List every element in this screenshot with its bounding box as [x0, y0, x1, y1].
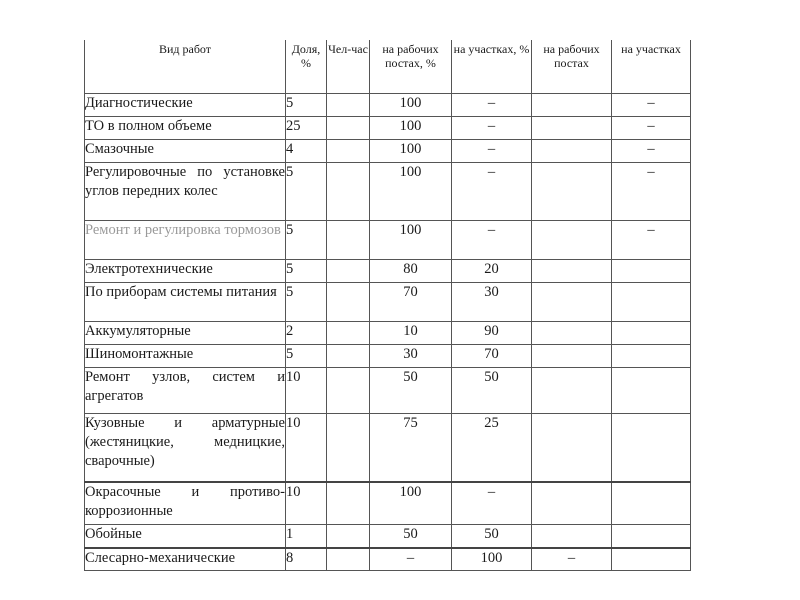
cell-work-type: Ремонт и регулировка тормозов [85, 221, 286, 260]
cell-sections-pct: – [452, 163, 532, 221]
cell-work-type: Смазочные [85, 140, 286, 163]
cell-manhours [327, 414, 370, 482]
cell-posts [532, 163, 612, 221]
cell-work-type: По приборам системы питания [85, 283, 286, 322]
cell-manhours [327, 322, 370, 345]
cell-share: 5 [286, 283, 327, 322]
cell-sections-pct: – [452, 221, 532, 260]
cell-posts-pct: 75 [370, 414, 452, 482]
cell-sections-pct: 20 [452, 260, 532, 283]
cell-sections [612, 283, 691, 322]
cell-share: 5 [286, 163, 327, 221]
cell-posts [532, 140, 612, 163]
cell-sections-pct: – [452, 482, 532, 525]
cell-posts-pct: 30 [370, 345, 452, 368]
cell-sections: – [612, 140, 691, 163]
cell-posts-pct: 100 [370, 94, 452, 117]
work-distribution-table [84, 40, 691, 571]
cell-posts [532, 221, 612, 260]
cell-share: 10 [286, 414, 327, 482]
cell-posts [532, 368, 612, 414]
cell-posts-pct: 50 [370, 368, 452, 414]
cell-posts-pct: 100 [370, 140, 452, 163]
table-row [85, 221, 691, 260]
cell-sections-pct: 50 [452, 525, 532, 548]
cell-work-type: Кузовные и арматурные (жестяницкие, медницкие, сварочные) [85, 414, 286, 482]
cell-posts [532, 117, 612, 140]
cell-sections: – [612, 117, 691, 140]
cell-manhours [327, 221, 370, 260]
cell-work-type: Слесарно-механические [85, 548, 286, 571]
cell-sections-pct: 25 [452, 414, 532, 482]
cell-sections [612, 322, 691, 345]
cell-work-type: Шиномонтажные [85, 345, 286, 368]
cell-posts-pct: 50 [370, 525, 452, 548]
table-row [85, 260, 691, 283]
cell-sections [612, 260, 691, 283]
cell-sections-pct: – [452, 140, 532, 163]
cell-posts [532, 322, 612, 345]
cell-manhours [327, 525, 370, 548]
cell-share: 4 [286, 140, 327, 163]
cell-sections: – [612, 94, 691, 117]
cell-work-type: ТО в полном объеме [85, 117, 286, 140]
cell-share: 10 [286, 482, 327, 525]
cell-share: 5 [286, 345, 327, 368]
table-row [85, 117, 691, 140]
table-row [85, 163, 691, 221]
cell-manhours [327, 117, 370, 140]
col-header-sections-pct: на участках, % [452, 40, 532, 94]
cell-sections-pct: 90 [452, 322, 532, 345]
cell-sections [612, 368, 691, 414]
cell-share: 10 [286, 368, 327, 414]
col-header-share: Доля, % [286, 40, 327, 94]
cell-sections [612, 548, 691, 571]
cell-posts [532, 345, 612, 368]
cell-posts [532, 94, 612, 117]
cell-manhours [327, 368, 370, 414]
cell-work-type: Окрасочные и противо-коррозионные [85, 482, 286, 525]
table-row [85, 345, 691, 368]
cell-sections: – [612, 163, 691, 221]
table-row [85, 482, 691, 525]
table-row [85, 322, 691, 345]
cell-manhours [327, 283, 370, 322]
cell-posts-pct: 100 [370, 117, 452, 140]
cell-manhours [327, 94, 370, 117]
cell-sections-pct: 100 [452, 548, 532, 571]
cell-share: 8 [286, 548, 327, 571]
table-row [85, 283, 691, 322]
cell-share: 5 [286, 94, 327, 117]
header-row [85, 40, 691, 94]
col-header-manhours: Чел-час [327, 40, 370, 94]
cell-posts-pct: 80 [370, 260, 452, 283]
cell-work-type: Обойные [85, 525, 286, 548]
cell-work-type: Ремонт узлов, систем и агрегатов [85, 368, 286, 414]
cell-work-type: Аккумуляторные [85, 322, 286, 345]
cell-share: 5 [286, 221, 327, 260]
cell-manhours [327, 140, 370, 163]
cell-posts [532, 260, 612, 283]
table-row [85, 525, 691, 548]
cell-work-type: Регулировочные по установке углов передних колес [85, 163, 286, 221]
cell-posts: – [532, 548, 612, 571]
cell-sections-pct: – [452, 117, 532, 140]
cell-posts [532, 283, 612, 322]
cell-sections [612, 345, 691, 368]
cell-posts-pct: 100 [370, 482, 452, 525]
cell-manhours [327, 548, 370, 571]
cell-sections [612, 482, 691, 525]
col-header-posts-pct: на рабочих постах, % [370, 40, 452, 94]
cell-manhours [327, 260, 370, 283]
cell-sections: – [612, 221, 691, 260]
table-row [85, 414, 691, 482]
table-row [85, 548, 691, 571]
cell-manhours [327, 163, 370, 221]
cell-posts-pct: 100 [370, 221, 452, 260]
table-row [85, 368, 691, 414]
cell-posts [532, 525, 612, 548]
cell-share: 2 [286, 322, 327, 345]
cell-sections-pct: 50 [452, 368, 532, 414]
table-body [85, 94, 691, 571]
cell-share: 25 [286, 117, 327, 140]
cell-manhours [327, 482, 370, 525]
cell-work-type: Диагностические [85, 94, 286, 117]
table-row [85, 140, 691, 163]
cell-posts-pct: – [370, 548, 452, 571]
cell-work-type: Электротехнические [85, 260, 286, 283]
cell-manhours [327, 345, 370, 368]
col-header-posts: на рабочих постах [532, 40, 612, 94]
cell-sections [612, 414, 691, 482]
cell-sections-pct: 70 [452, 345, 532, 368]
cell-share: 1 [286, 525, 327, 548]
col-header-work-type: Вид работ [85, 40, 286, 94]
cell-posts-pct: 100 [370, 163, 452, 221]
cell-posts [532, 482, 612, 525]
cell-share: 5 [286, 260, 327, 283]
cell-sections-pct: 30 [452, 283, 532, 322]
col-header-sections: на участках [612, 40, 691, 94]
cell-posts-pct: 10 [370, 322, 452, 345]
cell-sections-pct: – [452, 94, 532, 117]
table-row [85, 94, 691, 117]
cell-posts [532, 414, 612, 482]
cell-posts-pct: 70 [370, 283, 452, 322]
cell-sections [612, 525, 691, 548]
